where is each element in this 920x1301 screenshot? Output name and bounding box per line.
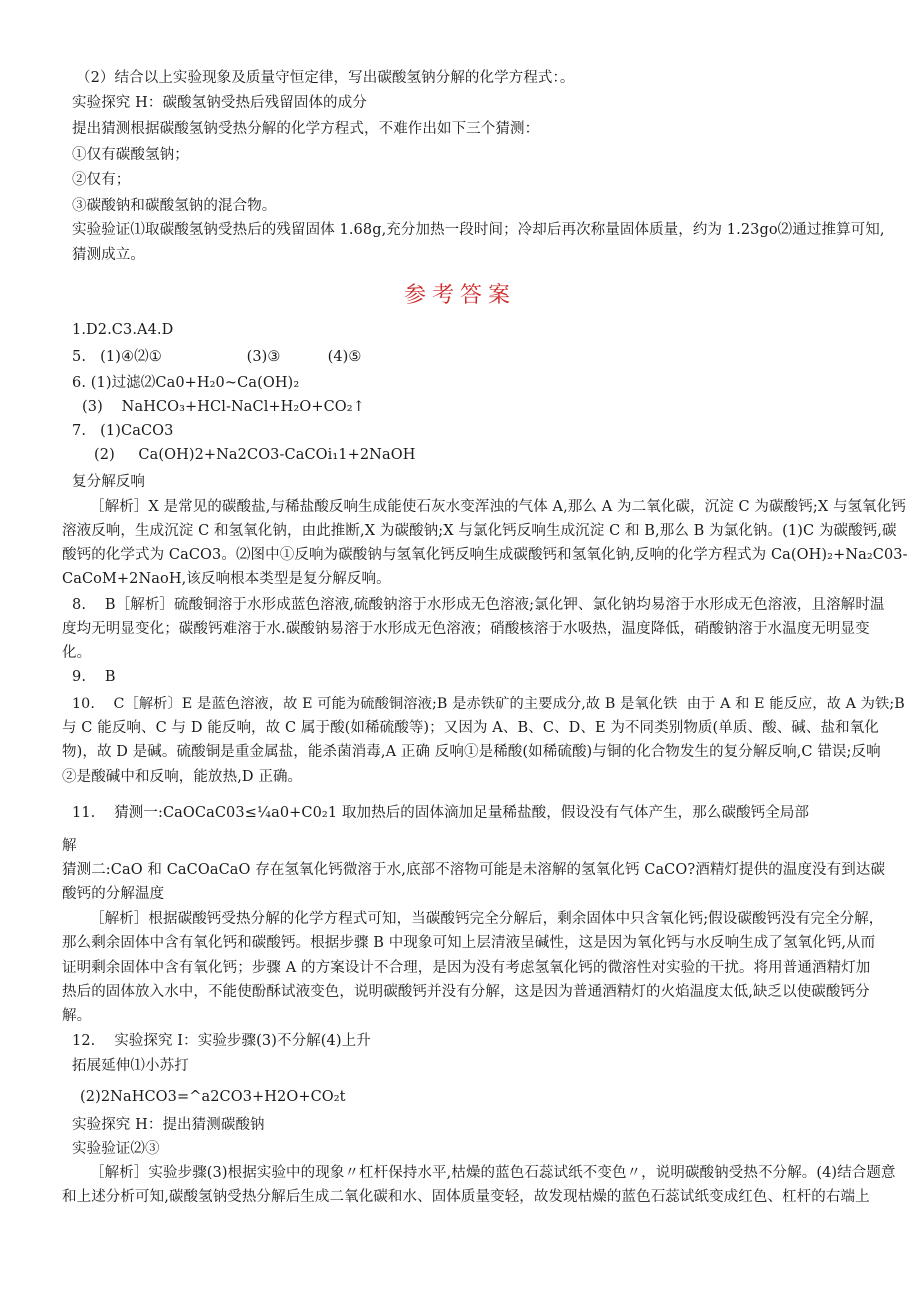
hypothesis-intro: 提出猜测根据碳酸氢钠受热分解的化学方程式，不难作出如下三个猜测： [72,121,540,137]
answer-line: 5. (1)④⑵① (3)③ (4)⑤ [72,349,362,365]
explore-2-title: 实验探究 H：碳酸氢钠受热后残留固体的成分 [72,95,367,111]
answer-line: 猜测二:CaO 和 CaCOaCaO 存在氢氧化钙微溶于水,底部不溶物可能是未溶解的氢氧化钙 CaCO?酒精灯提供的温度没有到达碳 [62,862,886,878]
answer-line: ［解析］实验步骤(3)根据实验中的现象〃杠杆保持水平,枯燥的蓝色石蕊试纸不变色〃，说明碳酸钠受热不分解。(4)结合题意 [90,1165,896,1181]
answer-line: 11. 猜测一:CaOCaC03≤¼a0+C0₂1 取加热后的固体滴加足量稀盐酸，假设没有气体产生，那么碳酸钙全局部 [72,805,810,821]
answer-line: 解。 [62,1008,92,1024]
answer-line: ［解析］根据碳酸钙受热分解的化学方程式可知，当碳酸钙完全分解后，剩余固体中只含氧化钙;假设碳酸钙没有完全分解， [90,911,884,927]
answer-line: ［解析］X 是常见的碳酸盐,与稀盐酸反响生成能使石灰水变浑浊的气体 A,那么 A 为二氧化碳，沉淀 C 为碳酸钙;X 与氢氧化钙 [90,499,906,515]
answer-line: 和上述分析可知,碳酸氢钠受热分解后生成二氧化碳和水、固体质量变轻，故发现枯燥的蓝色石蕊试纸变成红色、杠杆的右端上 [62,1189,870,1205]
answer-line: 与 C 能反响、C 与 D 能反响，故 C 属于酸(如稀硫酸等)；又因为 A、B、C、D、E 为不同类别物质(单质、酸、碱、盐和氧化 [62,720,879,736]
answer-line: 物)，故 D 是碱。硫酸铜是重金属盐，能杀菌消毒,A 正确 反响①是稀酸(如稀硫酸)与铜的化合物发生的复分解反响,C 错误;反响 [62,744,881,760]
answer-line: ②是酸碱中和反响，能放热,D 正确。 [62,769,303,785]
answer-line: 酸钙的分解温度 [62,886,165,902]
answer-line: 化。 [62,645,92,661]
answer-line: 酸钙的化学式为 CaCO3。⑵图中①反响为碳酸钠与氢氧化钙反响生成碳酸钙和氢氧化钠,反响的化学方程式为 Ca(OH)₂+Na₂C03- [62,547,908,563]
guess-2: ②仅有； [72,172,131,188]
answer-line: 那么剩余固体中含有氧化钙和碳酸钙。根据步骤 B 中现象可知上层清液呈碱性，这是因为氧化钙与水反响生成了氢氧化钙,从而 [62,935,876,951]
verification-line-2: 猜测成立。 [72,247,145,263]
answer-line: 1.D2.C3.A4.D [72,322,174,338]
answer-line: 复分解反响 [72,474,145,490]
answer-line: (3) NaHCO₃+HCl-NaCl+H₂O+CO₂↑ [82,399,365,415]
answer-line: 实验验证⑵③ [72,1141,160,1157]
answer-line: CaCoM+2NaoH,该反响根本类型是复分解反响。 [62,571,391,587]
answer-line: 10. C［解析〕E 是蓝色溶液，故 E 可能为硫酸铜溶液;B 是赤铁矿的主要成分,故 B 是氧化铁 由于 A 和 E 能反应，故 A 为铁;B [72,696,905,712]
answer-line: 实验探究 H：提出猜测碳酸钠 [72,1117,265,1133]
answer-line: (2)2NaHCO3=^a2CO3+H2O+CO₂t [80,1089,346,1105]
answer-line: 9. B [72,669,116,685]
answer-section-heading: 参考答案 [403,283,516,308]
guess-3: ③碳酸钠和碳酸氢钠的混合物。 [72,198,277,214]
answer-line: 证明剩余固体中含有氧化钙；步骤 A 的方案设计不合理，是因为没有考虑氢氧化钙的微溶性对实验的干扰。将用普通酒精灯加 [62,960,871,976]
answer-line: 6. (1)过滤⑵Ca0+H₂0~Ca(OH)₂ [72,375,300,391]
guess-1: ①仅有碳酸氢钠； [72,147,189,163]
answer-line: 8. B［解析］硫酸铜溶于水形成蓝色溶液,硫酸钠溶于水形成无色溶液;氯化钾、氯化钠均易溶于水形成无色溶液，且溶解时温 [72,597,885,613]
question-2-text: （2）结合以上实验现象及质量守恒定律，写出碳酸氢钠分解的化学方程式：。 [76,70,575,86]
answer-line: 7. (1)CaCO3 [72,423,174,439]
answer-line: 热后的固体放入水中，不能使酚酥试液变色，说明碳酸钙并没有分解，这是因为普通酒精灯的火焰温度太低,缺乏以使碳酸钙分 [62,984,870,1000]
answer-line: 12. 实验探究 I：实验步骤(3)不分解(4)上升 [72,1033,371,1049]
answer-line: 溶液反响，生成沉淀 C 和氢氧化钠，由此推断,X 为碳酸钠;X 与氯化钙反响生成沉淀 C 和 B,那么 B 为氯化钠。(1)C 为碳酸钙,碳 [62,523,897,539]
answer-line: (2) Ca(OH)2+Na2CO3-CaCOi₁1+2NaOH [94,447,416,463]
answer-line: 解 [62,838,77,854]
answer-line: 度均无明显变化；碳酸钙难溶于水.碳酸钠易溶于水形成无色溶液；硝酸核溶于水吸热，温度降低，硝酸钠溶于水温度无明显变 [62,621,870,637]
answer-line: 拓展延伸⑴小苏打 [72,1058,189,1074]
verification-line-1: 实验验证⑴取碳酸氢钠受热后的残留固体 1.68g,充分加热一段时间；冷却后再次称量固体质量，约为 1.23go⑵通过推算可知, [72,222,885,238]
